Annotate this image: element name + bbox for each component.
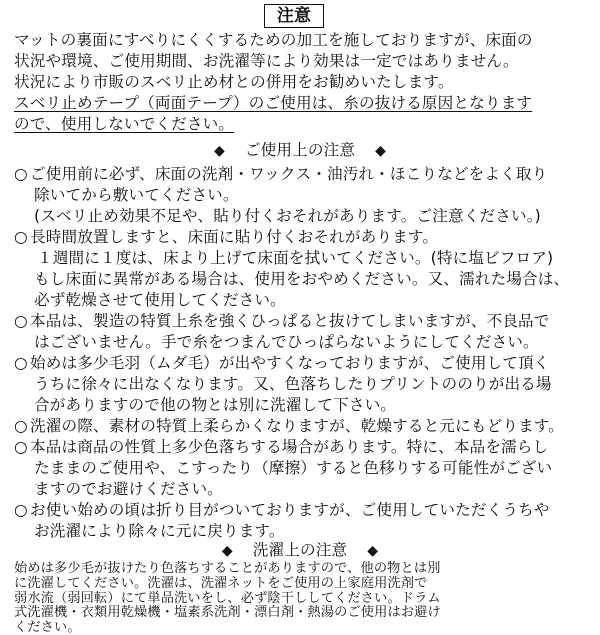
diamond-icon: ◆ — [375, 143, 387, 159]
usage-item-text: 必ず乾燥させて使用してください。 — [34, 291, 286, 309]
circle-bullet-icon: ○ — [14, 165, 28, 183]
usage-item-1 — [14, 164, 547, 185]
usage-item-text: 本品は、製造の特質上糸を強くひっぱると抜けてしまいますが、不良品で — [30, 312, 550, 330]
notice-title: 注意 — [264, 4, 324, 28]
diamond-icon: ◆ — [213, 143, 225, 159]
usage-item-text: たままのご使用や、こすったり（摩擦）すると色移りする可能性がござい — [34, 459, 553, 477]
usage-item-text: ますのでお避けください。 — [34, 480, 223, 498]
washing-heading — [0, 540, 600, 560]
notice-line: 状況や環境、ご使用期間、お洗濯等により効果は一定ではありません。 — [14, 52, 519, 70]
usage-item-text: 始めは多少毛羽（ムダ毛）が出やすくなっておりますが、ご使用して頂く — [30, 354, 550, 372]
usage-item-text: 合がありますので他の物とは別に洗濯して下さい。 — [34, 396, 397, 414]
notice-line-underlined: ので、使用しないでください。 — [14, 115, 235, 133]
circle-bullet-icon: ○ — [14, 438, 28, 456]
usage-item-text: 長時間放置しますと、床面に貼り付くおそれがあります。 — [30, 228, 439, 246]
usage-item-text: お使い始めの頃は折り目がついておりますが、ご使用していただくうちや — [30, 501, 550, 519]
usage-heading-text: ご使用上の注意 — [244, 141, 356, 159]
washing-line: ください。 — [14, 620, 81, 635]
washing-line: 弱水流（弱回転）にて単品洗いをし、必ず陰干ししてください。ドラム — [14, 590, 441, 606]
usage-item-text: 本品は商品の性質上多少色落ちする場合があります。特に、本品を濡らし — [30, 438, 549, 456]
usage-item-text: うちに徐々に出なくなります。又、色落ちしたりプリントののりが出る場 — [34, 375, 552, 393]
notice-line-underlined: スベリ止めテープ（両面テープ）のご使用は、糸の抜ける原因となります — [14, 94, 533, 112]
usage-item-4 — [14, 353, 550, 374]
circle-bullet-icon: ○ — [14, 312, 28, 330]
notice-line: 状況により市販のスベリ止め材との併用をお勧めいたします。 — [14, 73, 454, 91]
usage-item-text: もし床面に異常がある場合は、使用をおやめください。又、濡れた場合は、 — [34, 270, 570, 288]
usage-item-text: ご使用前に必ず、床面の洗剤・ワックス・油汚れ・ほこりなどをよく取り — [30, 165, 548, 183]
washing-line: 式洗濯機・衣類用乾燥機・塩素系洗剤・漂白剤・熱湯のご使用はお避け — [14, 605, 441, 621]
usage-item-text: 洗濯の際、素材の特質上柔らかくなりますが、乾燥すると元にもどります。 — [30, 417, 565, 435]
diamond-icon: ◆ — [367, 543, 379, 559]
usage-item-5 — [14, 416, 564, 437]
usage-item-6 — [14, 437, 548, 458]
circle-bullet-icon: ○ — [14, 417, 28, 435]
circle-bullet-icon: ○ — [14, 501, 28, 519]
usage-item-2 — [14, 227, 438, 248]
usage-item-text: (スベリ止め効果不足や、貼り付くおそれがあります。ご注意ください。) — [34, 207, 541, 225]
usage-heading — [0, 139, 600, 161]
usage-item-text: １週間に１度は、床より上げて床面を拭いてください。(特に塩ビフロア) — [37, 249, 554, 267]
circle-bullet-icon: ○ — [14, 354, 28, 372]
usage-item-text: 除いてから敷いてください。 — [34, 186, 239, 204]
washing-line: 始めは多少毛が抜けたり色落ちすることがありますので、他の物とは別 — [14, 561, 441, 576]
usage-item-7 — [14, 500, 550, 521]
usage-item-3 — [14, 311, 550, 332]
notice-line: マットの裏面にすべりにくくするための加工を施しておりますが、床面の — [14, 31, 533, 49]
usage-item-text: お洗濯により除々に元に戻ります。 — [34, 522, 285, 540]
circle-bullet-icon: ○ — [14, 228, 28, 246]
washing-heading-text: 洗濯上の注意 — [252, 541, 348, 559]
washing-line: に洗濯してください。洗濯は、洗濯ネットをご使用の上家庭用洗剤で — [14, 575, 428, 591]
usage-item-text: はございません。手で糸をつまんでひっぱらないようにしてください。 — [34, 333, 539, 351]
diamond-icon: ◆ — [221, 543, 233, 559]
